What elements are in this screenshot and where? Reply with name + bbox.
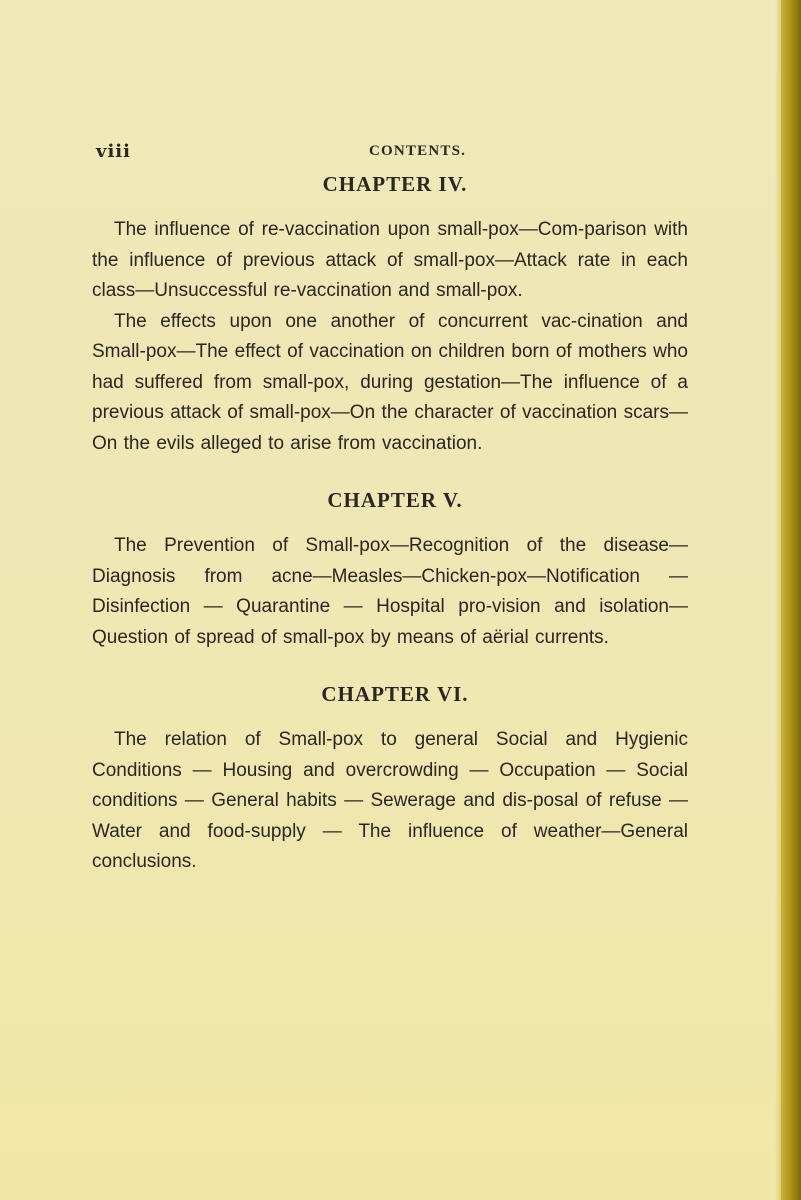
page-number: viii bbox=[96, 141, 131, 162]
chapter-4-heading: CHAPTER IV. bbox=[322, 172, 468, 196]
chapter-6-paragraph-1: The relation of Small-pox to general Social and Hygienic Conditions — Housing and overcrowding — Occupation — Social conditions — General habits — Sewerage and dis-posal of refuse — Water and food-supply — The influence of weather—General conclusions. bbox=[92, 729, 688, 872]
chapter-4-paragraph-1: The influence of re-vaccination upon small-pox—Com-parison with the influence of previous attack of small-pox—Attack rate in each class—Unsuccessful re-vaccination and small-pox. bbox=[92, 219, 688, 301]
chapter-5-paragraph-1: The Prevention of Small-pox—Recognition of the disease—Diagnosis from acne—Measles—Chicken-pox—Notification — Disinfection — Quarantine — Hospital pro-vision and isolation—Question of spread of small-pox by means of aërial currents. bbox=[92, 535, 688, 648]
chapter-6-heading: CHAPTER VI. bbox=[321, 682, 469, 706]
contents-body bbox=[92, 168, 688, 878]
chapter-5-heading: CHAPTER V. bbox=[327, 488, 463, 512]
page-header bbox=[96, 141, 736, 165]
running-title: CONTENTS. bbox=[369, 143, 467, 159]
page-edge-shadow bbox=[781, 0, 801, 1200]
chapter-4-paragraph-2: The effects upon one another of concurrent vac-cination and Small-pox—The effect of vaccination on children born of mothers who had suffered from small-pox, during gestation—The influence of a previous attack of small-pox—On the character of vaccination scars—On the evils alleged to arise from vaccination. bbox=[92, 310, 688, 454]
